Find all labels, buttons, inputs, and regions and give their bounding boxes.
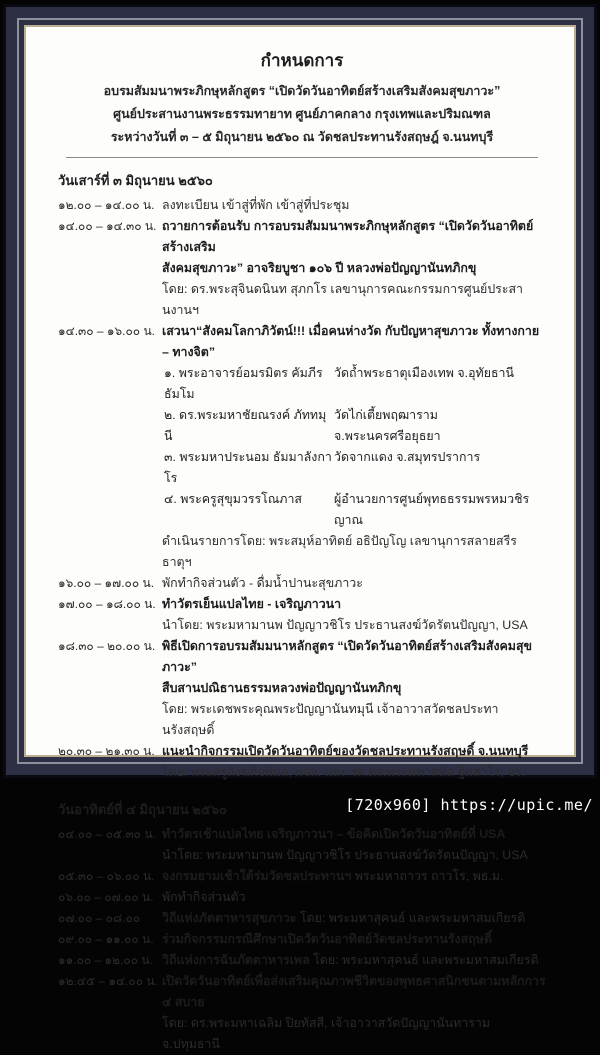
text-line xyxy=(162,195,546,216)
text-line xyxy=(162,636,546,678)
panelist-name: ๑. พระอาจารย์อมรมิตร คัมภีรธัมโม xyxy=(164,366,323,401)
row-lines xyxy=(162,216,546,321)
text-line xyxy=(162,216,546,258)
time-range: ๐๔.๐๐ – ๐๕.๓๐ น. xyxy=(58,827,156,841)
agenda-detail-text: โดย: พระเดชพระคุณพระปัญญานันทมุนี เจ้าอาวาสวัดชลประทานรังสฤษดิ์ xyxy=(162,702,499,737)
schedule-row xyxy=(58,594,546,636)
text-line xyxy=(162,531,546,573)
agenda-detail-text: นำโดย: พระมหามานพ ปัญญาวชิโร ประธานสงฆ์วัดรัตนปัญญา, USA xyxy=(162,848,528,862)
agenda-detail-text: ดำเนินรายการโดย: พระสมุห์อาทิตย์ อธิปัญโญ เลขานุการสลายสรีรธาตุฯ xyxy=(162,534,517,569)
day-section xyxy=(58,170,546,783)
agenda-item-text: วิถีแห่งการฉันภัตตาหารเพล xyxy=(162,953,310,967)
day-title: วันเสาร์ที่ ๓ มิถุนายน ๒๕๖๐ xyxy=(58,173,213,188)
agenda-detail-text: โดย: พระครูสังฆกิจพิมล, ผจล. และ รศ.ดร.พระมหาสหัส ฐิตสาโร, จร. xyxy=(162,765,525,779)
text-line xyxy=(162,845,546,866)
agenda-item-text: เปิดวัดวันอาทิตย์เพื่อส่งเสริมคุณภาพชีวิตของพุทธศาสนิกชนตามหลักการ ๔ สบาย xyxy=(162,974,546,1009)
schedule-row xyxy=(58,741,546,783)
schedule-row xyxy=(58,887,546,908)
agenda-item-text: แนะนำกิจกรรมเปิดวัดวันอาทิตย์ของวัดชลประทานรังสฤษดิ์ จ.นนทบุรี xyxy=(162,744,529,758)
row-lines xyxy=(162,741,546,783)
panelist-name: ๔. พระครูสุขุมวรรโณภาส xyxy=(164,492,302,506)
text-line xyxy=(162,762,546,783)
row-lines xyxy=(162,887,546,908)
doc-subtitle-1: อบรมสัมมนาพระภิกษุหลักสูตร “เปิดวัดวันอาทิตย์สร้างเสริมสังคมสุขภาวะ” xyxy=(103,84,501,98)
schedule-row xyxy=(58,636,546,741)
text-line xyxy=(162,573,546,594)
agenda-detail-text: พักทำกิจส่วนตัว - ดื่มน้ำปานะสุขภาวะ xyxy=(162,576,363,590)
text-line xyxy=(162,824,546,845)
text-line xyxy=(162,321,546,363)
row-lines xyxy=(162,824,546,866)
day-section xyxy=(58,799,546,1055)
time-range: ๑๔.๐๐ – ๑๔.๓๐ น. xyxy=(58,219,157,233)
agenda-detail-text: โดย: ดร.พระมหาเฉลิม ปิยทัสสี, เจ้าอาวาสวัดปัญญานันทาราม จ.ปทุมธานี xyxy=(162,1016,491,1051)
schedule-row xyxy=(58,971,546,1055)
agenda-item-text: เสวนา“สังคมโลกาภิวัตน์!!! เมื่อคนห่างวัด กับปัญหาสุขภาวะ ทั้งทางกาย – ทางจิต” xyxy=(162,324,540,359)
agenda-detail-text: ลงทะเบียน เข้าสู่ที่พัก เข้าสู่ที่ประชุม xyxy=(162,198,350,212)
agenda-item-text: พิธีเปิดการอบรมสัมมนาหลักสูตร “เปิดวัดวันอาทิตย์สร้างเสริมสังคมสุขภาวะ” xyxy=(162,639,533,674)
text-line xyxy=(162,741,546,762)
text-line xyxy=(162,887,546,908)
text-line xyxy=(162,950,546,971)
schedule-row xyxy=(58,866,546,887)
panelist-name: ๓. พระมหาประนอม ธัมมาลังกาโร xyxy=(164,450,332,485)
schedule-row xyxy=(58,824,546,866)
schedule-row xyxy=(58,950,546,971)
agenda-item-text: สืบสานปณิธานธรรมหลวงพ่อปัญญานันทภิกขุ xyxy=(162,681,402,695)
row-lines xyxy=(162,929,546,950)
text-line xyxy=(162,929,546,950)
text-line xyxy=(162,615,546,636)
day-title: วันอาทิตย์ที่ ๔ มิถุนายน ๒๕๖๐ xyxy=(58,802,227,817)
panelist-row xyxy=(162,447,546,489)
time-range: ๑๒.๔๕ – ๑๔.๐๐ น. xyxy=(58,974,158,988)
agenda-detail-text: โดย: พระมหาสุคนธ์ และพระมหาสมเกียรติ xyxy=(309,953,539,967)
row-lines xyxy=(162,195,546,216)
time-range: ๒๐.๓๐ – ๒๑.๓๐ น. xyxy=(58,744,155,758)
text-line xyxy=(162,1013,546,1055)
text-line xyxy=(162,279,546,321)
schedule-row xyxy=(58,216,546,321)
panelist-affiliation: ผู้อำนวยการศูนย์พุทธธรรมพรหมวชิรญาณ xyxy=(334,492,530,527)
agenda-detail-text: โดย: ดร.พระสุจินดนินท สุภกโร เลขานุการคณะกรรมการศูนย์ประสานงานฯ xyxy=(162,282,524,317)
schedule xyxy=(58,170,546,1055)
time-range: ๑๗.๐๐ – ๑๘.๐๐ น. xyxy=(58,597,156,611)
time-range: ๐๗.๐๐ – ๐๘.๐๐ xyxy=(58,911,141,925)
row-lines xyxy=(162,636,546,741)
panelist-affiliation: วัดจากแดง จ.สมุทรปราการ xyxy=(334,450,481,464)
agenda-item-text: จงกรมยามเช้าใต้ร่มวัดชลประทานฯ xyxy=(162,869,352,883)
agenda-item-text: ถวายการต้อนรับ การอบรมสัมมนาพระภิกษุหลักสูตร “เปิดวัดวันอาทิตย์สร้างเสริม xyxy=(162,219,534,254)
panelist-row xyxy=(162,489,546,531)
doc-subtitle-3: ระหว่างวันที่ ๓ – ๕ มิถุนายน ๒๕๖๐ ณ วัดชลประทานรังสฤษฎ์ จ.นนทบุรี xyxy=(110,130,494,144)
text-line xyxy=(162,699,546,741)
time-range: ๐๖.๐๐ – ๐๗.๐๐ น. xyxy=(58,890,154,904)
agenda-detail-text: นำโดย: พระมหามานพ ปัญญาวชิโร ประธานสงฆ์วัดรัตนปัญญา, USA xyxy=(162,618,528,632)
text-line xyxy=(162,594,546,615)
agenda-detail-text: โดย: พระมหาสุคนธ์ และพระมหาสมเกียรติ xyxy=(296,911,526,925)
agenda-item-text: สังคมสุขภาวะ” อาจริยบูชา ๑๐๖ ปี หลวงพ่อปัญญานันทภิกขุ xyxy=(162,261,477,275)
schedule-row xyxy=(58,321,546,573)
schedule-row xyxy=(58,908,546,929)
time-range: ๑๔.๓๐ – ๑๖.๐๐ น. xyxy=(58,324,155,338)
text-line xyxy=(162,258,546,279)
agenda-item-text: ทำวัตรเย็นแปลไทย - เจริญภาวนา xyxy=(162,597,342,611)
header-divider xyxy=(66,157,538,158)
row-lines xyxy=(162,971,546,1055)
agenda-item-text: ร่วมกิจกรรมกรณีศึกษาเปิดวัดวันอาทิตย์วัดชลประทานรังสฤษดิ์ xyxy=(162,932,492,946)
time-range: ๑๒.๐๐ – ๑๔.๐๐ น. xyxy=(58,198,155,212)
agenda-detail-text: พักทำกิจส่วนตัว xyxy=(162,890,246,904)
text-line xyxy=(162,908,546,929)
agenda-detail-text: พระมหาถาวร ถาวโร, พธ.ม. xyxy=(351,869,504,883)
doc-title: กำหนดการ xyxy=(260,51,344,70)
schedule-row xyxy=(58,195,546,216)
schedule-row xyxy=(58,929,546,950)
panelist-row xyxy=(162,363,546,405)
agenda-item-text: ทำวัตรเช้าแปลไทย เจริญภาวนา – ข้อคิดเปิดวัดวันอาทิตย์ที่ USA xyxy=(162,827,506,841)
schedule-row xyxy=(58,573,546,594)
row-lines xyxy=(162,908,546,929)
time-range: ๑๘.๓๐ – ๒๐.๐๐ น. xyxy=(58,639,156,653)
time-range: ๑๑.๐๐ – ๑๒.๐๐ น. xyxy=(58,953,153,967)
panelist-affiliation: วัดไก่เตี้ยพฤฒาราม จ.พระนครศรีอยุธยา xyxy=(334,408,441,443)
time-range: ๐๙.๐๐ – ๑๑.๐๐ น. xyxy=(58,932,154,946)
row-lines xyxy=(162,594,546,636)
row-lines xyxy=(162,573,546,594)
time-range: ๐๕.๓๐ – ๐๖.๐๐ น. xyxy=(58,869,155,883)
watermark: [720x960] https://upic.me/ xyxy=(345,796,593,814)
row-lines xyxy=(162,950,546,971)
agenda-item-text: วิถีแห่งภัตตาหารสุขภาวะ xyxy=(162,911,297,925)
row-lines xyxy=(162,321,546,573)
panelist-name: ๒. ดร.พระมหาชัยณรงค์ ภัททมุนี xyxy=(164,408,327,443)
time-range: ๑๖.๐๐ – ๑๗.๐๐ น. xyxy=(58,576,155,590)
panelist-row xyxy=(162,405,546,447)
text-line xyxy=(162,866,546,887)
doc-subtitle-2: ศูนย์ประสานงานพระธรรมทายาท ศูนย์ภาคกลาง กรุงเทพและปริมณฑล xyxy=(113,107,491,121)
text-line xyxy=(162,971,546,1013)
row-lines xyxy=(162,866,546,887)
text-line xyxy=(162,678,546,699)
panelist-affiliation: วัดถ้ำพระธาตุเมืองเทพ จ.อุทัยธานี xyxy=(334,366,514,380)
